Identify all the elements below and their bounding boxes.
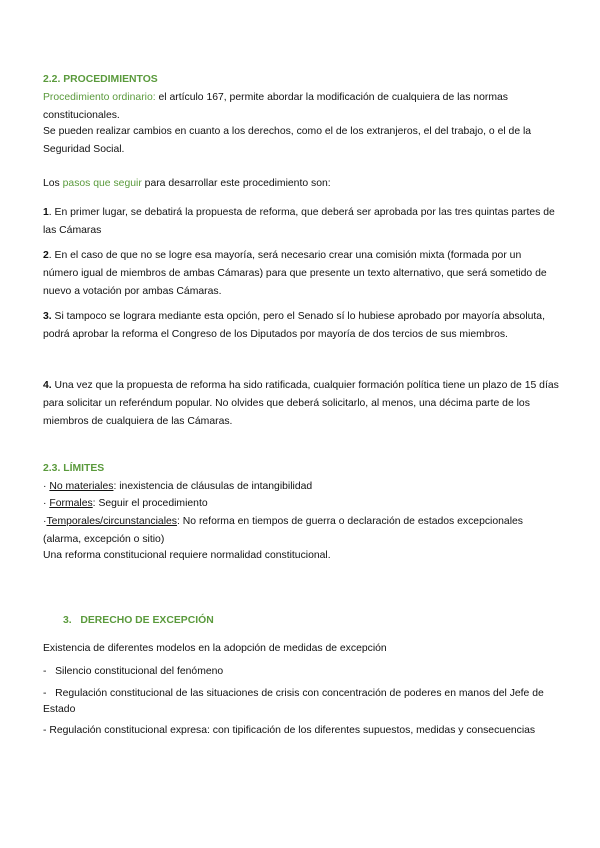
limites-closing: Una reforma constitucional requiere normalidad constitucional. [43,550,331,561]
step-4 [43,377,559,431]
limite-item-3-text: : No reforma en tiempos de guerra o declaración de estados excepcionales (alarma, excepción o sitio) [43,516,523,545]
step-2 [43,247,559,301]
step-3-number: 3. [43,311,52,322]
pasos-label: pasos que seguir [62,178,142,189]
cambios-paragraph: Se pueden realizar cambios en cuanto a los derechos, como el de los extranjeros, el del trabajo, o el de la Seguridad Social. [43,126,532,155]
step-1 [43,204,559,240]
step-4-number: 4. [43,380,52,391]
limite-item-2-text: : Seguir el procedimiento [92,498,208,509]
limite-item-2-label: Formales [49,498,93,509]
procedimiento-ordinario-text: el artículo 167, permite abordar la modificación de cualquiera de las normas constitucionales. [43,92,508,121]
pasos-post: para desarrollar este procedimiento son: [141,178,331,189]
limite-item-3-label: Temporales/circunstanciales [46,516,177,527]
limite-item-2-prefix: · [43,498,50,509]
step-4-text: Una vez que la propuesta de reforma ha sido ratificada, cualquier formación política tiene un plazo de 15 días para solicitar un referéndum popular. No olvides que deberá solicitarlo, al menos, una décima parte de los miembros de cualquiera de las Cámaras. [43,380,559,427]
procedimiento-ordinario-label: Procedimiento ordinario: [43,92,156,103]
step-2-number: 2 [43,250,49,261]
procedimiento-ordinario-paragraph [43,89,559,125]
pasos-pre: Los [43,178,63,189]
limite-item-1 [43,478,559,496]
section-heading-procedimientos: 2.2. PROCEDIMIENTOS [43,74,158,85]
excepcion-item-3: - Regulación constitucional expresa: con tipificación de los diferentes supuestos, medidas y consecuencias [43,725,536,736]
limite-item-1-label: No materiales [49,481,114,492]
section-heading-limites: 2.3. LÍMITES [43,463,105,474]
step-3 [43,308,559,344]
section-heading-derecho-excepcion: 3. DERECHO DE EXCEPCIÓN [63,615,214,626]
step-1-number: 1 [43,207,49,218]
excepcion-intro: Existencia de diferentes modelos en la adopción de medidas de excepción [43,643,387,654]
pasos-intro [43,175,559,193]
limite-item-2 [43,495,559,513]
limite-item-1-prefix: · [43,481,50,492]
excepcion-item-2: - Regulación constitucional de las situaciones de crisis con concentración de poderes en manos del Jefe de Estado [43,688,547,715]
limite-item-3 [43,513,559,549]
excepcion-item-1: - Silencio constitucional del fenómeno [43,666,224,677]
step-1-text: . En primer lugar, se debatirá la propuesta de reforma, que deberá ser aprobada por las tres quintas partes de las Cámaras [43,207,555,236]
limite-item-1-text: : inexistencia de cláusulas de intangibilidad [113,481,313,492]
limite-item-3-prefix: · [43,516,47,527]
step-3-text: Si tampoco se lograra mediante esta opción, pero el Senado sí lo hubiese aprobado por mayoría absoluta, podrá aprobar la reforma el Congreso de los Diputados por mayoría de dos tercios de sus miembros. [43,311,545,340]
step-2-text: . En el caso de que no se logre esa mayoría, será necesario crear una comisión mixta (formada por un número igual de miembros de ambas Cámaras) para que presente un texto alternativo, que será sometido de nuevo a votación por ambas Cámaras. [43,250,547,297]
